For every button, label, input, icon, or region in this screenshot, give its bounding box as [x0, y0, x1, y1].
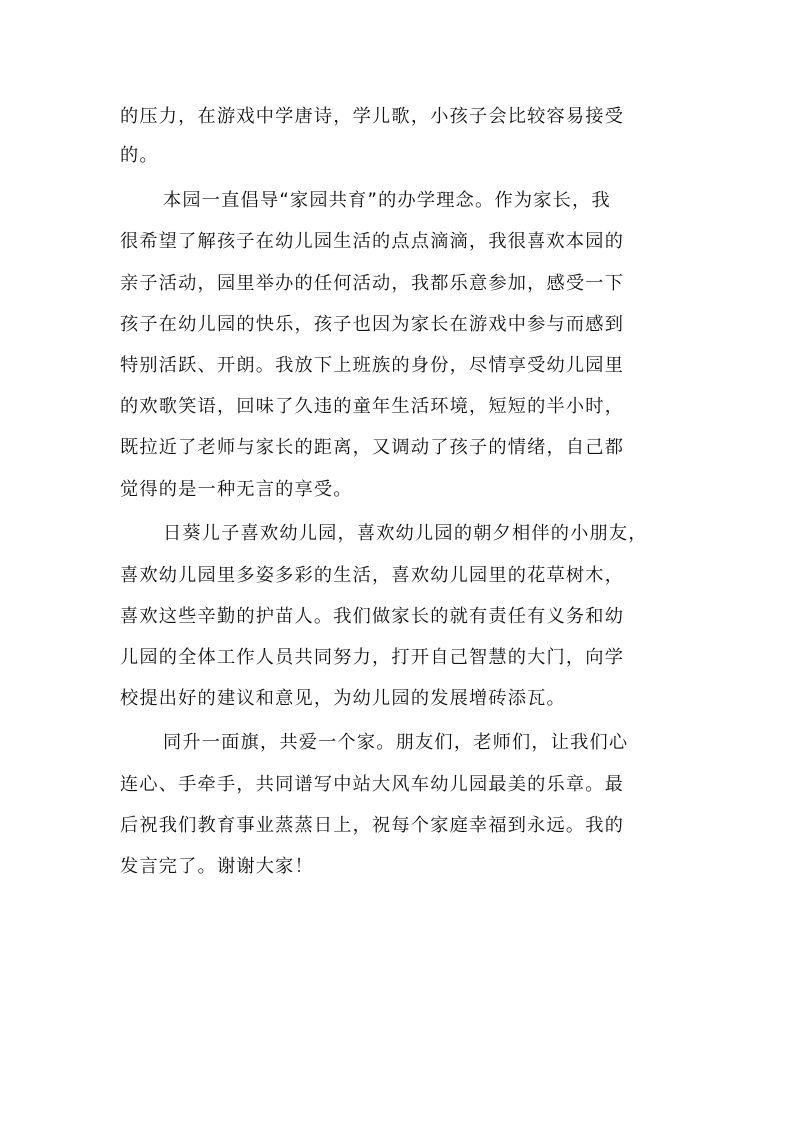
text-line: 校提出好的建议和意见，为幼儿园的发展增砖添瓦。 [120, 688, 566, 709]
text-line: 孩子在幼儿园的快乐，孩子也因为家长在游戏中参与而感到 [120, 314, 625, 335]
text-line: 的。 [120, 145, 159, 166]
paragraph-start-line: 本园一直倡导“家园共育”的办学理念。作为家长，我 [163, 190, 611, 211]
text-line: 后祝我们教育事业蒸蒸日上，祝每个家庭幸福到永远。我的 [120, 815, 625, 836]
text-line: 觉得的是一种无言的享受。 [120, 479, 353, 500]
text-line: 喜欢幼儿园里多姿多彩的生活，喜欢幼儿园里的花草树木， [120, 565, 625, 586]
text-line: 喜欢这些辛勤的护苗人。我们做家长的就有责任有义务和幼 [120, 606, 625, 627]
text-line: 很希望了解孩子在幼儿园生活的点点滴滴，我很喜欢本园的 [120, 231, 625, 252]
text-line: 既拉近了老师与家长的距离，又调动了孩子的情绪，自己都 [120, 437, 625, 458]
text-line: 连心、手牵手，共同谱写中站大风车幼儿园最美的乐章。最 [120, 774, 625, 795]
paragraph-start-line: 日葵儿子喜欢幼儿园，喜欢幼儿园的朝夕相伴的小朋友， [163, 523, 648, 544]
text-line: 儿园的全体工作人员共同努力，打开自己智慧的大门，向学 [120, 647, 625, 668]
text-line: 发言完了。谢谢大家！ [120, 856, 314, 877]
text-line: 的压力，在游戏中学唐诗，学儿歌，小孩子会比较容易接受 [120, 106, 625, 127]
paragraph-start-line: 同升一面旗，共爱一个家。朋友们，老师们，让我们心 [163, 732, 629, 753]
text-line: 的欢歌笑语，回味了久违的童年生活环境，短短的半小时， [120, 396, 625, 417]
text-line: 特别活跃、开朗。我放下上班族的身份，尽情享受幼儿园里 [120, 355, 625, 376]
text-line: 亲子活动，园里举办的任何活动，我都乐意参加，感受一下 [120, 273, 625, 294]
